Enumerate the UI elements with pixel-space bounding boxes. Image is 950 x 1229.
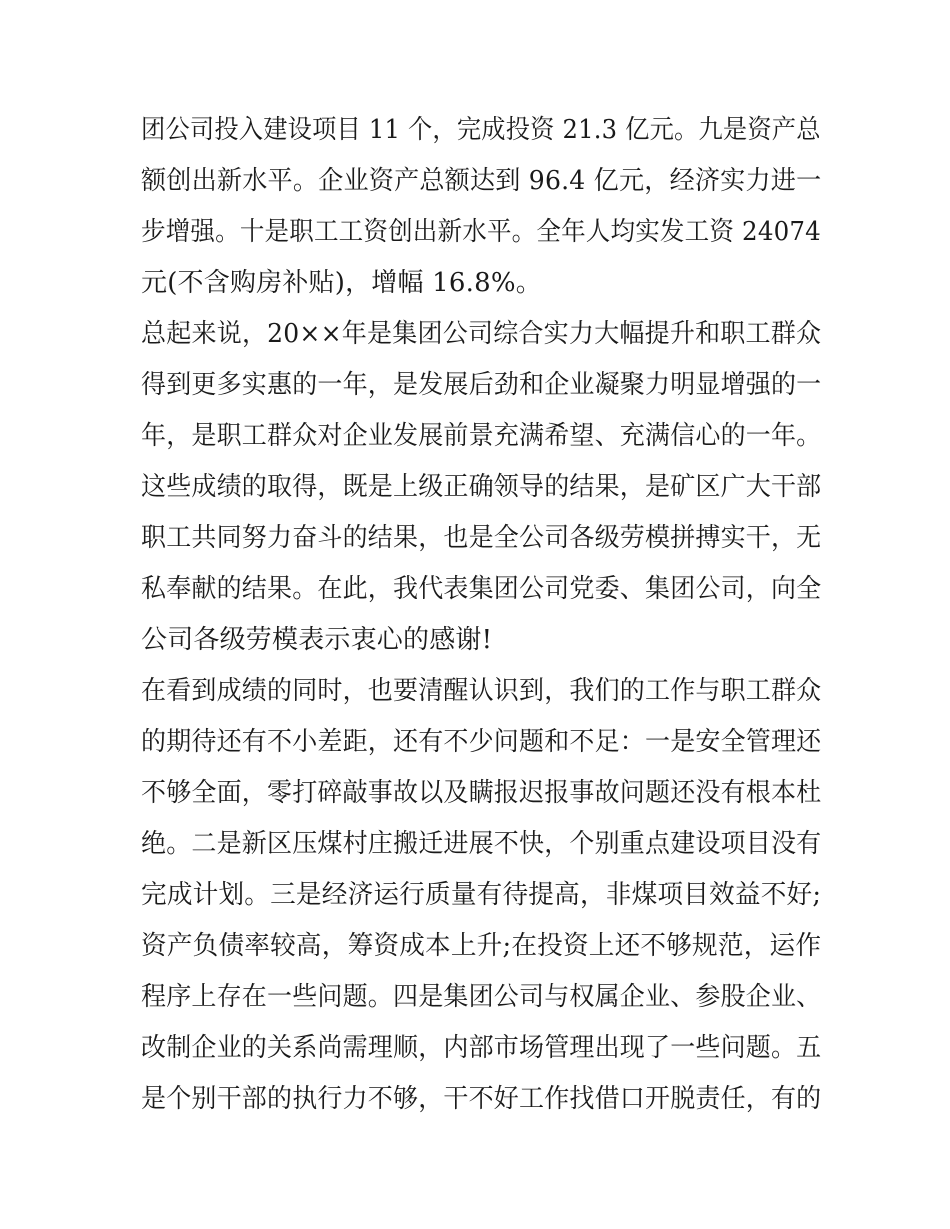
text-line: 在看到成绩的同时，也要清醒认识到，我们的工作与职工群众 xyxy=(141,676,822,706)
text-line: 完成计划。三是经济运行质量有待提高，非煤项目效益不好; xyxy=(141,880,822,910)
text-line: 这些成绩的取得，既是上级正确领导的结果，是矿区广大干部 xyxy=(141,472,822,502)
text-line: 改制企业的关系尚需理顺，内部市场管理出现了一些问题。五 xyxy=(141,1033,822,1063)
text-line: 元(不含购房补贴)，增幅 16.8%。 xyxy=(141,268,542,298)
text-line: 绝。二是新区压煤村庄搬迁进展不快，个别重点建设项目没有 xyxy=(141,829,822,859)
text-line: 的期待还有不小差距，还有不少问题和不足：一是安全管理还 xyxy=(141,727,822,757)
text-line: 总起来说，20××年是集团公司综合实力大幅提升和职工群众 xyxy=(141,319,822,349)
body-text xyxy=(141,105,821,1125)
text-line: 公司各级劳模表示衷心的感谢! xyxy=(141,625,493,655)
text-line: 团公司投入建设项目 11 个，完成投资 21.3 亿元。九是资产总 xyxy=(141,115,821,145)
text-line: 程序上存在一些问题。四是集团公司与权属企业、参股企业、 xyxy=(141,982,822,1012)
text-line: 不够全面，零打碎敲事故以及瞒报迟报事故问题还没有根本杜 xyxy=(141,778,822,808)
text-line: 是个别干部的执行力不够，干不好工作找借口开脱责任，有的 xyxy=(141,1084,822,1114)
text-line: 额创出新水平。企业资产总额达到 96.4 亿元，经济实力进一 xyxy=(141,166,822,196)
text-line: 私奉献的结果。在此，我代表集团公司党委、集团公司，向全 xyxy=(141,574,822,604)
text-line: 资产负债率较高，筹资成本上升;在投资上还不够规范，运作 xyxy=(141,931,822,961)
text-line: 步增强。十是职工工资创出新水平。全年人均实发工资 24074 xyxy=(141,217,821,247)
text-line: 职工共同努力奋斗的结果，也是全公司各级劳模拼搏实干，无 xyxy=(141,523,822,553)
text-line: 年，是职工群众对企业发展前景充满希望、充满信心的一年。 xyxy=(141,421,822,451)
text-line: 得到更多实惠的一年，是发展后劲和企业凝聚力明显增强的一 xyxy=(141,370,822,400)
